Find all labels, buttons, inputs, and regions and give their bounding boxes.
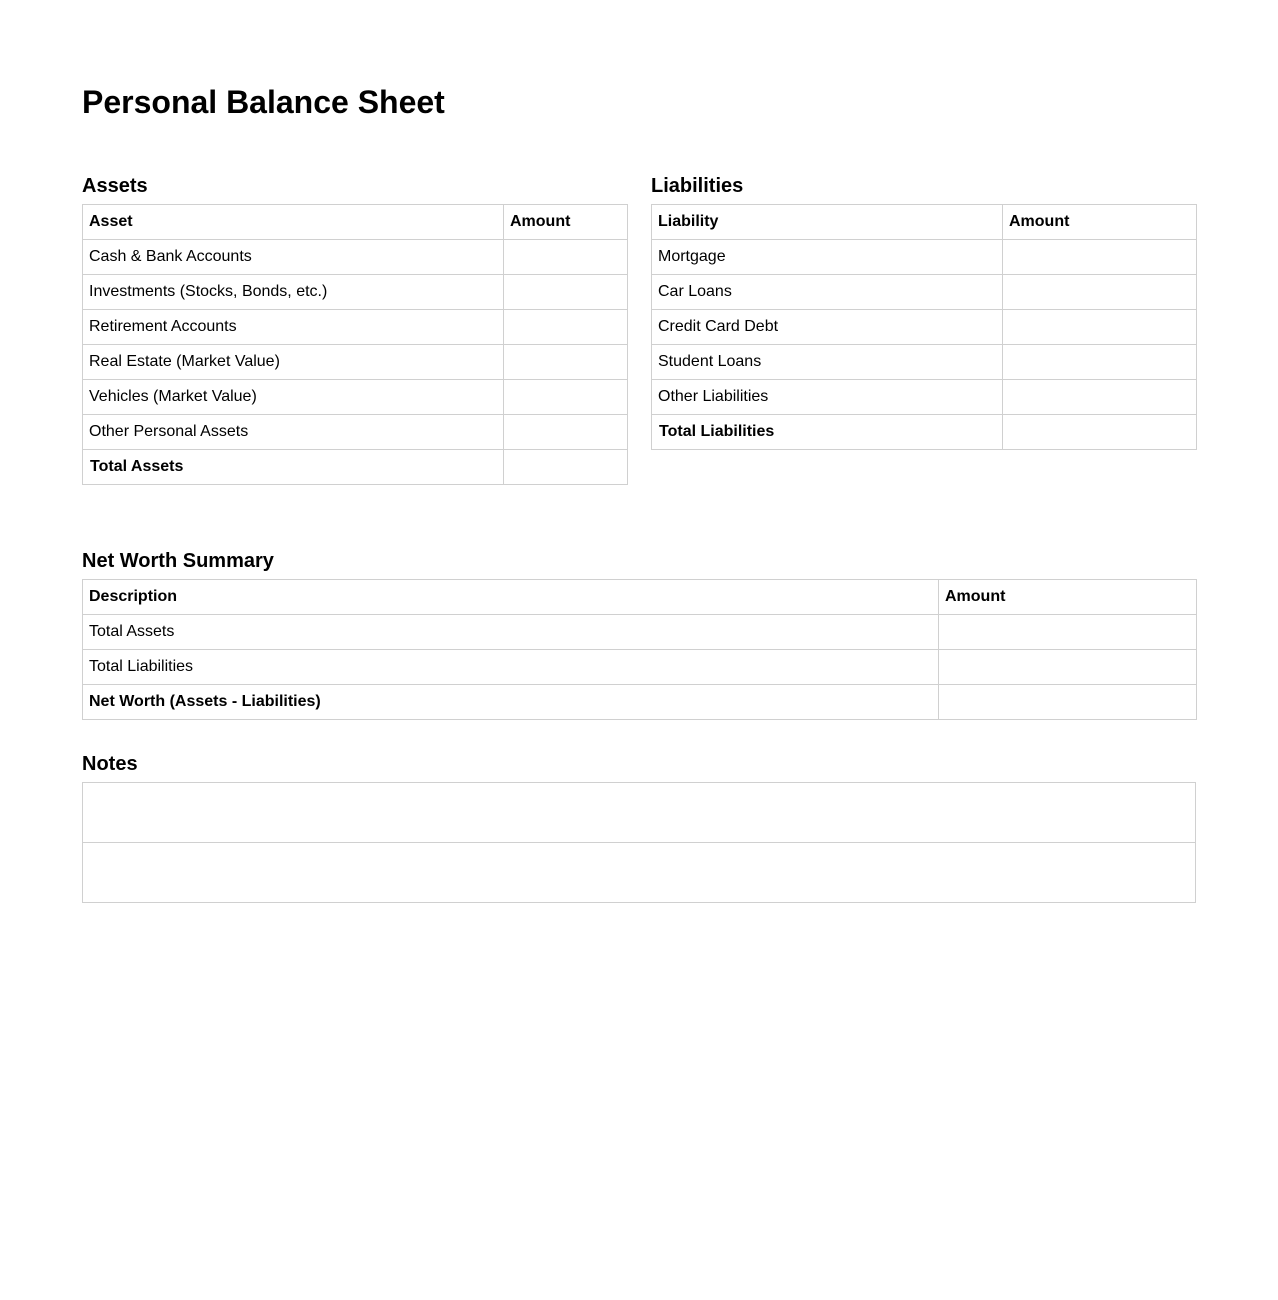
- table-row: [83, 345, 628, 380]
- table-row: [83, 615, 1197, 650]
- table-row: [652, 380, 1197, 415]
- asset-label: Cash & Bank Accounts: [83, 240, 504, 275]
- liability-label: Mortgage: [652, 240, 1003, 275]
- amount-column-header: Amount: [1003, 205, 1197, 240]
- liabilities-heading: Liabilities: [651, 175, 744, 197]
- asset-amount-cell[interactable]: [504, 415, 628, 450]
- description-column-header: Description: [83, 580, 939, 615]
- assets-header-row: [83, 205, 628, 240]
- asset-label: Real Estate (Market Value): [83, 345, 504, 380]
- liabilities-header-row: [652, 205, 1197, 240]
- liability-label: Car Loans: [652, 275, 1003, 310]
- asset-amount-cell[interactable]: [504, 345, 628, 380]
- asset-amount-cell[interactable]: [504, 310, 628, 345]
- notes-line: [83, 783, 1196, 843]
- summary-amount-cell[interactable]: [939, 615, 1197, 650]
- amount-column-header: Amount: [939, 580, 1197, 615]
- notes-line-cell[interactable]: [83, 843, 1196, 903]
- asset-column-header: Asset: [83, 205, 504, 240]
- liability-label: Other Liabilities: [652, 380, 1003, 415]
- liability-label: Credit Card Debt: [652, 310, 1003, 345]
- total-assets-row: [83, 450, 628, 485]
- asset-label: Investments (Stocks, Bonds, etc.): [83, 275, 504, 310]
- net-worth-table: [82, 579, 1197, 720]
- assets-section: [82, 174, 627, 485]
- net-worth-header-row: [83, 580, 1197, 615]
- net-worth-heading: Net Worth Summary: [82, 550, 274, 572]
- net-worth-total-row: [83, 685, 1197, 720]
- net-worth-amount-cell[interactable]: [939, 685, 1197, 720]
- summary-label: Total Liabilities: [83, 650, 939, 685]
- notes-line-cell[interactable]: [83, 783, 1196, 843]
- total-assets-label: Total Assets: [83, 450, 504, 485]
- liability-amount-cell[interactable]: [1003, 240, 1197, 275]
- liability-label: Student Loans: [652, 345, 1003, 380]
- liability-amount-cell[interactable]: [1003, 275, 1197, 310]
- amount-column-header: Amount: [504, 205, 628, 240]
- asset-amount-cell[interactable]: [504, 240, 628, 275]
- total-liabilities-label: Total Liabilities: [652, 415, 1003, 450]
- asset-amount-cell[interactable]: [504, 380, 628, 415]
- liability-amount-cell[interactable]: [1003, 310, 1197, 345]
- net-worth-section: [82, 549, 1196, 720]
- table-row: [652, 240, 1197, 275]
- asset-label: Retirement Accounts: [83, 310, 504, 345]
- liabilities-table: [651, 204, 1197, 450]
- summary-amount-cell[interactable]: [939, 650, 1197, 685]
- asset-label: Other Personal Assets: [83, 415, 504, 450]
- asset-label: Vehicles (Market Value): [83, 380, 504, 415]
- liabilities-section: [651, 174, 1196, 450]
- total-liabilities-amount-cell[interactable]: [1003, 415, 1197, 450]
- table-row: [652, 275, 1197, 310]
- liability-column-header: Liability: [652, 205, 1003, 240]
- assets-table: [82, 204, 628, 485]
- total-assets-amount-cell[interactable]: [504, 450, 628, 485]
- assets-heading: Assets: [82, 175, 148, 197]
- table-row: [83, 240, 628, 275]
- net-worth-label: Net Worth (Assets - Liabilities): [83, 685, 939, 720]
- notes-heading: Notes: [82, 753, 138, 775]
- table-row: [652, 310, 1197, 345]
- asset-amount-cell[interactable]: [504, 275, 628, 310]
- liability-amount-cell[interactable]: [1003, 380, 1197, 415]
- table-row: [83, 310, 628, 345]
- table-row: [83, 380, 628, 415]
- notes-line: [83, 843, 1196, 903]
- table-row: [83, 415, 628, 450]
- page-title: Personal Balance Sheet: [82, 84, 445, 120]
- table-row: [83, 650, 1197, 685]
- table-row: [652, 345, 1197, 380]
- table-row: [83, 275, 628, 310]
- notes-table: [82, 782, 1196, 903]
- total-liabilities-row: [652, 415, 1197, 450]
- notes-section: [82, 752, 1196, 903]
- liability-amount-cell[interactable]: [1003, 345, 1197, 380]
- summary-label: Total Assets: [83, 615, 939, 650]
